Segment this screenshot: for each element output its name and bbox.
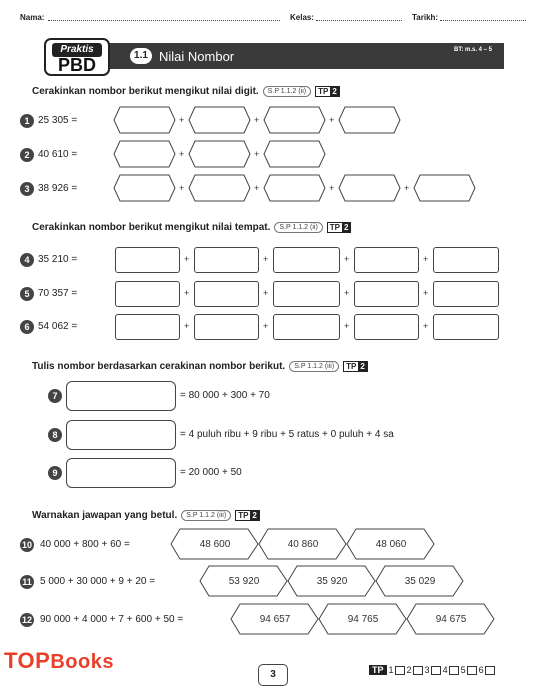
answer-hex[interactable]	[114, 107, 175, 133]
plus-sign: +	[184, 254, 190, 264]
sp-tag: S.P 1.1.2 (iii)	[289, 361, 339, 372]
plus-sign: +	[423, 321, 429, 331]
plus-sign: +	[344, 288, 350, 298]
question-11-number: 11	[20, 575, 34, 589]
answer-box[interactable]	[194, 247, 259, 273]
question-9-text: = 20 000 + 50	[180, 467, 242, 478]
book-reference: BT: m.s. 4 – 5	[454, 47, 493, 53]
question-12-number: 12	[21, 615, 32, 625]
tp-checkbox[interactable]	[413, 666, 423, 675]
tp-checklist	[369, 665, 495, 675]
plus-sign: +	[179, 115, 185, 125]
plus-sign: +	[423, 288, 429, 298]
plus-sign: +	[329, 115, 335, 125]
answer-box[interactable]	[66, 381, 176, 411]
tp-checkbox[interactable]	[467, 666, 477, 675]
tp-tag: TP 2	[235, 510, 260, 521]
plus-sign: +	[184, 321, 190, 331]
praktis-pbd-badge	[44, 38, 110, 76]
option-3[interactable]: 48 060	[375, 538, 407, 550]
question-8-text: = 4 puluh ribu + 9 ribu + 5 ratus + 0 puluh + 4 sa	[180, 429, 394, 440]
nama-field[interactable]	[48, 13, 280, 21]
section-4-instruction	[32, 510, 260, 521]
instruction-text: Cerakinkan nombor berikut mengikut nilai digit.	[32, 86, 259, 97]
answer-box[interactable]	[115, 281, 180, 307]
answer-box[interactable]	[194, 314, 259, 340]
kelas-label: Kelas:	[290, 13, 315, 22]
question-8-number: 8	[48, 428, 62, 442]
tp-level-label: 4	[442, 665, 448, 675]
question-2-number: 2	[20, 148, 34, 162]
topic-title: Nilai Nombor	[159, 49, 235, 64]
tp-level-label: 2	[406, 665, 412, 675]
plus-sign: +	[179, 183, 185, 193]
tp-tag: TP 2	[327, 222, 352, 233]
question-7-text: = 80 000 + 300 + 70	[180, 390, 270, 401]
plus-sign: +	[423, 254, 429, 264]
question-3-text: 38 926 =	[38, 183, 78, 194]
answer-box[interactable]	[433, 281, 499, 307]
tp-level-label: 3	[424, 665, 430, 675]
question-1-text: 25 305 =	[38, 115, 78, 126]
plus-sign: +	[179, 149, 185, 159]
tp-level-label: 5	[460, 665, 466, 675]
question-5-text: 70 357 =	[38, 288, 78, 299]
plus-sign: +	[263, 288, 269, 298]
tp-level-label: 6	[478, 665, 484, 675]
question-12-text: 90 000 + 4 000 + 7 + 600 + 50 =	[40, 614, 184, 625]
topic-number: 1.1	[130, 48, 152, 64]
answer-hex[interactable]	[264, 141, 325, 167]
option-1[interactable]: 53 920	[228, 575, 260, 587]
tp-checkbox[interactable]	[395, 666, 405, 675]
plus-sign: +	[263, 321, 269, 331]
answer-hex[interactable]	[414, 175, 475, 201]
answer-box[interactable]	[194, 281, 259, 307]
sp-tag: S.P 1.1.2 (iii)	[181, 510, 231, 521]
answer-box[interactable]	[273, 281, 340, 307]
answer-box[interactable]	[115, 314, 180, 340]
tp-level-label: 1	[388, 665, 394, 675]
sp-tag: S.P 1.1.2 (ii)	[274, 222, 322, 233]
plus-sign: +	[329, 183, 335, 193]
badge-praktis-text: Praktis	[52, 43, 102, 57]
answer-hex[interactable]	[189, 141, 250, 167]
question-3-number: 3	[20, 182, 34, 196]
question-4-text: 35 210 =	[38, 254, 78, 265]
tp-tag: TP 2	[343, 361, 368, 372]
plus-sign: +	[254, 115, 260, 125]
question-2-text: 40 610 =	[38, 149, 78, 160]
answer-hex[interactable]	[339, 107, 400, 133]
answer-box[interactable]	[273, 314, 340, 340]
question-6-number: 6	[20, 320, 34, 334]
option-2[interactable]: 94 765	[347, 613, 379, 625]
question-1-answer-hexes[interactable]	[113, 106, 408, 136]
question-10-text: 40 000 + 800 + 60 =	[40, 539, 130, 550]
tarikh-field[interactable]	[440, 13, 526, 21]
tarikh-label: Tarikh:	[412, 13, 439, 22]
question-1-number: 1	[20, 114, 34, 128]
answer-box[interactable]	[66, 458, 176, 488]
tp-checkbox[interactable]	[485, 666, 495, 675]
answer-box[interactable]	[354, 314, 419, 340]
plus-sign: +	[404, 183, 410, 193]
nama-label: Nama:	[20, 13, 45, 22]
option-1[interactable]: 94 657	[259, 613, 291, 625]
question-10-number: 10	[21, 540, 32, 550]
question-7-number: 7	[48, 389, 62, 403]
answer-hex[interactable]	[339, 175, 400, 201]
answer-box[interactable]	[433, 314, 499, 340]
option-3[interactable]: 35 029	[404, 575, 436, 587]
plus-sign: +	[254, 183, 260, 193]
plus-sign: +	[344, 254, 350, 264]
answer-box[interactable]	[354, 281, 419, 307]
option-1[interactable]: 48 600	[199, 538, 231, 550]
question-11-text: 5 000 + 30 000 + 9 + 20 =	[40, 576, 156, 587]
answer-hex[interactable]	[189, 107, 250, 133]
answer-hex[interactable]	[264, 175, 325, 201]
option-2[interactable]: 40 860	[287, 538, 319, 550]
tp-checkbox[interactable]	[449, 666, 459, 675]
instruction-text: Warnakan jawapan yang betul.	[32, 510, 178, 521]
instruction-text: Cerakinkan nombor berikut mengikut nilai tempat.	[32, 222, 271, 233]
plus-sign: +	[184, 288, 190, 298]
option-3[interactable]: 94 675	[435, 613, 467, 625]
answer-box[interactable]	[273, 247, 340, 273]
badge-pbd-text: PBD	[57, 55, 96, 75]
question-5-number: 5	[20, 287, 34, 301]
section-2-instruction	[32, 222, 351, 233]
plus-sign: +	[263, 254, 269, 264]
instruction-text: Tulis nombor berdasarkan cerakinan nombor berikut.	[32, 361, 286, 372]
logo-books-text: Books	[50, 651, 114, 673]
section-1-instruction	[32, 86, 340, 97]
answer-box[interactable]	[433, 247, 499, 273]
logo-top-text: TOP	[4, 648, 51, 673]
question-9-number: 9	[48, 466, 62, 480]
page-number: 3	[258, 664, 288, 686]
topbooks-logo	[4, 648, 114, 674]
answer-hex[interactable]	[264, 107, 325, 133]
plus-sign: +	[344, 321, 350, 331]
question-6-text: 54 062 =	[38, 321, 78, 332]
question-3-answer-hexes[interactable]	[113, 174, 483, 204]
plus-sign: +	[254, 149, 260, 159]
option-2[interactable]: 35 920	[316, 575, 348, 587]
tp-checkbox[interactable]	[431, 666, 441, 675]
question-4-number: 4	[20, 253, 34, 267]
answer-box[interactable]	[354, 247, 419, 273]
question-2-answer-hexes[interactable]	[113, 140, 333, 170]
answer-box[interactable]	[66, 420, 176, 450]
answer-hex[interactable]	[114, 141, 175, 167]
section-3-instruction	[32, 361, 368, 372]
answer-box[interactable]	[115, 247, 180, 273]
kelas-field[interactable]	[316, 13, 402, 21]
sp-tag: S.P 1.1.2 (ii)	[263, 86, 311, 97]
topic-banner	[44, 38, 504, 76]
answer-hex[interactable]	[189, 175, 250, 201]
answer-hex[interactable]	[114, 175, 175, 201]
tp-label: TP	[369, 665, 387, 675]
tp-tag: TP 2	[315, 86, 340, 97]
